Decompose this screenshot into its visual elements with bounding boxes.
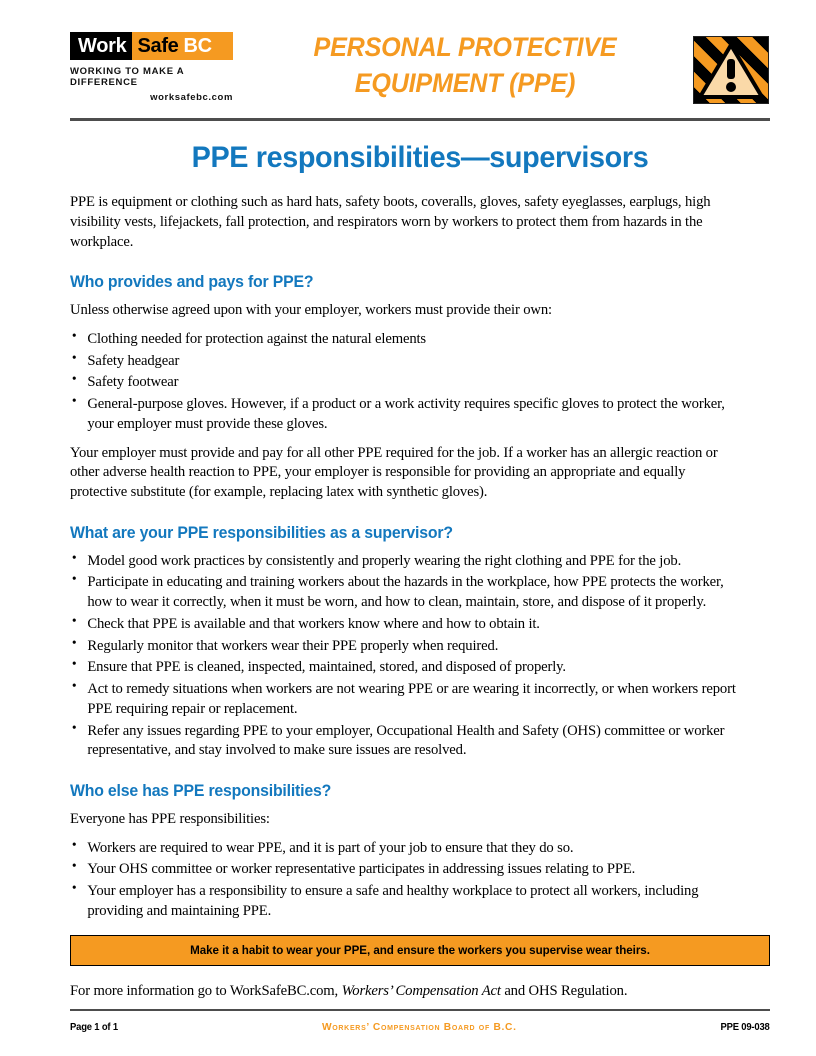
logo-work-text: Work bbox=[70, 32, 132, 60]
bullet-list-who-else bbox=[70, 838, 770, 921]
list-item: • Clothing needed for protection against the natural elements bbox=[70, 329, 746, 349]
logo-tagline: WORKING TO MAKE A DIFFERENCE bbox=[70, 66, 184, 88]
more-info-after: and OHS Regulation. bbox=[500, 981, 628, 999]
intro-paragraph: PPE is equipment or clothing such as hard hats, safety boots, coveralls, gloves, safety eyeglasses, earplugs, high visibility vests, lifejackets, fall protection, and respirators worn by workers to protect them from hazards in the workplace. bbox=[70, 193, 711, 250]
page-number: Page 1 of 1 bbox=[70, 1021, 118, 1033]
list-item: • Participate in educating and training workers about the hazards in the workplace, how PPE protects the worker, how to wear it correctly, when it must be worn, and how to clean, maintain, store, and dispose of it properly. bbox=[70, 572, 746, 612]
worksafebc-logo[interactable] bbox=[70, 32, 242, 103]
callout-text: Make it a habit to wear your PPE, and ensure the workers you supervise wear theirs. bbox=[190, 943, 650, 957]
section-heading-provides-pays: Who provides and pays for PPE? bbox=[70, 273, 314, 292]
logo-url: worksafebc.com bbox=[150, 92, 233, 103]
warning-triangle-icon bbox=[693, 36, 769, 104]
list-item: • Regularly monitor that workers wear their PPE properly when required. bbox=[70, 636, 746, 656]
list-item: • Safety footwear bbox=[70, 372, 746, 392]
callout-banner bbox=[70, 935, 770, 966]
document-code: PPE 09-038 bbox=[720, 1021, 770, 1033]
logo-safebc-block bbox=[132, 32, 233, 60]
list-item: • Refer any issues regarding PPE to your employer, Occupational Health and Safety (OHS) committee or worker representative, and stay involved to make sure issues are resolved. bbox=[70, 721, 746, 761]
list-item: • Model good work practices by consistently and properly wearing the right clothing and PPE for the job. bbox=[70, 551, 746, 571]
list-item: • Act to remedy situations when workers are not wearing PPE or are wearing it incorrectly, or when workers report PPE requiring repair or replacement. bbox=[70, 679, 746, 719]
header-divider bbox=[70, 118, 770, 121]
document-content bbox=[70, 140, 770, 1000]
logo-safe-text: Safe bbox=[137, 35, 179, 57]
more-information-note bbox=[70, 981, 746, 1001]
section-heading-supervisor-responsibilities: What are your PPE responsibilities as a supervisor? bbox=[70, 523, 453, 542]
section-heading-who-else: Who else has PPE responsibilities? bbox=[70, 782, 332, 801]
page-header bbox=[70, 30, 770, 110]
list-item: • Ensure that PPE is cleaned, inspected, maintained, stored, and disposed of properly. bbox=[70, 657, 746, 677]
logo-wordmark bbox=[70, 32, 233, 60]
section-lead-provides-pays: Unless otherwise agreed upon with your employer, workers must provide their own: bbox=[70, 301, 552, 319]
page-title: PPE responsibilities—supervisors bbox=[191, 141, 649, 174]
list-item: • Your OHS committee or worker representative participates in addressing issues relating to PPE. bbox=[70, 859, 746, 879]
bullet-list-provides-pays bbox=[70, 329, 770, 434]
more-info-act-title: Workers’ Compensation Act bbox=[341, 981, 501, 999]
list-item: • Check that PPE is available and that workers know where and how to obtain it. bbox=[70, 614, 746, 634]
section-closing-provides-pays: Your employer must provide and pay for all other PPE required for the job. If a worker has an allergic reaction or other adverse health reaction to PPE, your employer is responsible for providing an appropriate and equally protective substitute (for example, replacing latex with synthetic gloves). bbox=[70, 443, 718, 501]
list-item: • Safety headgear bbox=[70, 351, 746, 371]
page-footer bbox=[70, 1018, 770, 1036]
list-item: • General-purpose gloves. However, if a product or a work activity requires specific gloves to protect the worker, your employer must provide these gloves. bbox=[70, 394, 746, 434]
footer-divider bbox=[70, 1009, 770, 1011]
list-item: • Workers are required to wear PPE, and it is part of your job to ensure that they do so. bbox=[70, 838, 746, 858]
header-title: PERSONAL PROTECTIVE EQUIPMENT (PPE) bbox=[313, 32, 617, 98]
footer-organization: Workers’ Compensation Board of B.C. bbox=[321, 1021, 517, 1033]
more-info-before: For more information go to WorkSafeBC.com, bbox=[70, 981, 342, 999]
bullet-list-supervisor-responsibilities bbox=[70, 551, 770, 761]
list-item: • Your employer has a responsibility to ensure a safe and healthy workplace to protect all workers, including providing and maintaining PPE. bbox=[70, 881, 746, 921]
section-lead-who-else: Everyone has PPE responsibilities: bbox=[70, 809, 270, 827]
logo-bc-text: BC bbox=[183, 35, 212, 57]
